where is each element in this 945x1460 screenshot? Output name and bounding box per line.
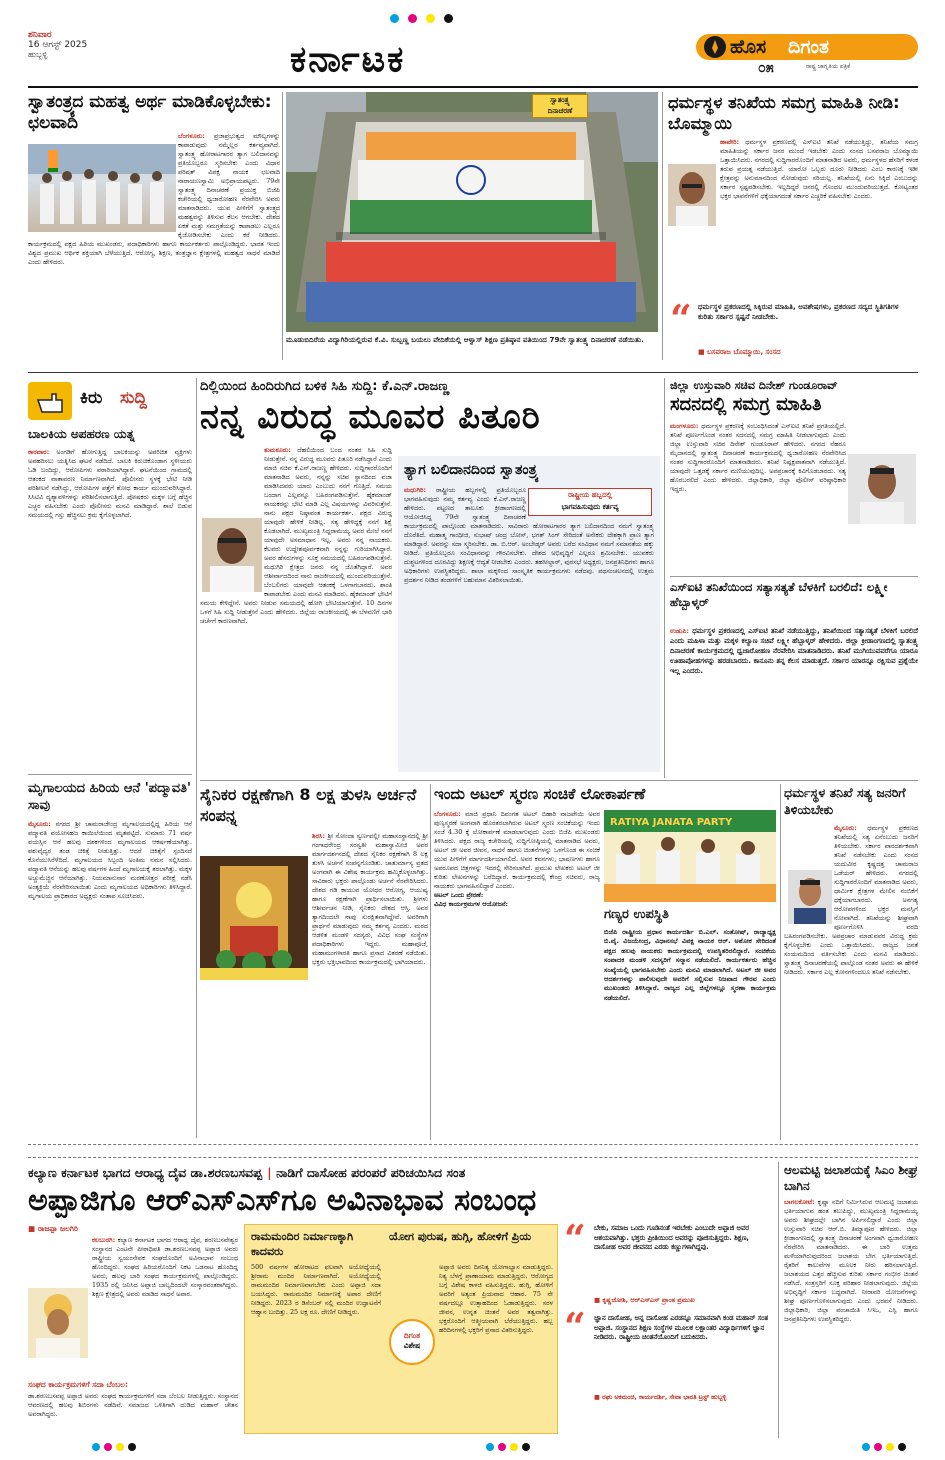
box-yoga-headline: ಯೋಗ ಪುರುಷ, ಹುಗ್ಗಿ, ಹೋಳಿಗೆ ಪ್ರಿಯ bbox=[389, 1230, 532, 1243]
page-number: ೦೫ bbox=[758, 60, 774, 76]
feature-author: ■ ರಾಜಪ್ಪಾ ಜಲಗಿರಿ bbox=[28, 1224, 78, 1233]
story-almatti-body bbox=[784, 1198, 918, 1438]
tyaga-highlight-line1: ರಾಷ್ಟ್ರೀಯ ಹಬ್ಬದಲ್ಲಿ bbox=[568, 491, 612, 499]
lead-kicker: ದಿಲ್ಲಿಯಿಂದ ಹಿಂದಿರುಗಿದ ಬಳಿಕ ಸಿಹಿ ಸುದ್ದಿ: ಕೆ.ಎನ್.ರಾಜಣ್ಣ bbox=[200, 379, 450, 394]
story-sainikara-text: ಶ್ರೀ ಸೋಂದಾ ಸ್ವರ್ಣವಲ್ಲೀ ಮಹಾಸಂಸ್ಥಾನದಲ್ಲಿ ಶ್ರೀ ಗಂಗಾಧರೇಂದ್ರ ಸರಸ್ವತೀ ಮಹಾಸ್ವಾಮೀಜಿ ಅವರ ಮಾರ್ಗದರ್ಶನದಲ್ಲಿ ದೇಶದ ಸೈನಿಕರ ರಕ್ಷಣೆಗಾಗಿ 8 ಲಕ್ಷ ತುಳಸಿ ಅರ್ಚನೆ ಸಂಪನ್ನಗೊಂಡಿತು. ಚಾತುರ್ಮಾಸ್ಯ ವ್ರತದ ಅಂಗವಾಗಿ ಈ ವಿಶೇಷ ಕಾರ್ಯಕ್ರಮ ಹಮ್ಮಿಕೊಳ್ಳಲಾಗಿತ್ತು. ಸಾವಿರಾರು ಭಕ್ತರು ಪಾಲ್ಗೊಂಡು ಅರ್ಚನೆ ನೆರವೇರಿಸಿದರು. ದೇಶದ ಗಡಿ ಕಾಯುವ ಯೋಧರ ಆರೋಗ್ಯ, ಆಯುಷ್ಯ ಹಾಗೂ ರಕ್ಷಣೆಗಾಗಿ ಪ್ರಾರ್ಥಿಸಲಾಯಿತು. ಶ್ರೀಗಳು ಆಶೀರ್ವಚನ ನೀಡಿ, ಸೈನಿಕರು ದೇಶದ ಆಸ್ತಿ. ಅವರ ತ್ಯಾಗದಿಂದಲೇ ನಾವು ಸುರಕ್ಷಿತವಾಗಿದ್ದೇವೆ. ಅವರಿಗಾಗಿ ಪ್ರಾರ್ಥನೆ ಮಾಡುವುದು ನಮ್ಮ ಕರ್ತವ್ಯ ಎಂದರು. ಮಠದ ಆಡಳಿತ ಮಂಡಳಿ ಸದಸ್ಯರು, ವಿವಿಧ ಸಂಘ ಸಂಸ್ಥೆಗಳ ಪದಾಧಿಕಾರಿಗಳು ಇದ್ದರು. ಮಹಾಪೂಜೆ, ಮಹಾಮಂಗಳಾರತಿ ಹಾಗೂ ಪ್ರಸಾದ ವಿತರಣೆ ನಡೆಯಿತು. ಭಕ್ತರು ಭಕ್ತಿಭಾವದಿಂದ ಕಾರ್ಯಕ್ರಮದಲ್ಲಿ ಭಾಗಿಯಾದರು. bbox=[312, 832, 428, 966]
story-yaduveer bbox=[784, 784, 918, 1140]
lead-text: ದೆಹಲಿಯಿಂದ ಬಂದ ನಂತರ ಸಿಹಿ ಸುದ್ದಿ ನೀಡುತ್ತೇನೆ. ನನ್ನ ವಿರುದ್ಧ ಮೂವರು ಪಿತೂರಿ ನಡೆಸಿದ್ದಾರೆ ಎಂದು ಮಾಜಿ ಸಚಿವ ಕೆ.ಎನ್.ರಾಜಣ್ಣ ಹೇಳಿದರು. ಸುದ್ದಿಗಾರರೊಂದಿಗೆ ಮಾತನಾಡಿದ ಅವರು, ನನ್ನನ್ನು ಸಚಿವ ಸ್ಥಾನದಿಂದ ವಜಾ ಮಾಡಿಸಿದವರು ಯಾರು ಎಂಬುದು ನನಗೆ ಗೊತ್ತಿದೆ. ಸಮಯ ಬಂದಾಗ ಎಲ್ಲವನ್ನೂ ಬಹಿರಂಗಪಡಿಸುತ್ತೇನೆ. ಹೈಕಮಾಂಡ್ ನಾಯಕರನ್ನು ಭೇಟಿ ಮಾಡಿ ಎಲ್ಲ ವಿಷಯಗಳನ್ನು ವಿವರಿಸುತ್ತೇನೆ. ನಾನು ಪಕ್ಷದ ನಿಷ್ಠಾವಂತ ಕಾರ್ಯಕರ್ತ. ಪಕ್ಷದ ವಿರುದ್ಧ ಯಾವುದೇ ಹೇಳಿಕೆ ನೀಡಿಲ್ಲ. ಸತ್ಯ ಹೇಳಿದ್ದಕ್ಕೆ ನನಗೆ ಶಿಕ್ಷೆ ಕೊಡಲಾಗಿದೆ. ಮುಖ್ಯಮಂತ್ರಿ ಸಿದ್ದರಾಮಯ್ಯ ಅವರ ಮೇಲೆ ನನಗೆ ಯಾವುದೇ ಅಸಮಾಧಾನ ಇಲ್ಲ. ಅವರು ನನ್ನ ನಾಯಕರು. ಕೆಲವರು ಉದ್ದೇಶಪೂರ್ವಕವಾಗಿ ನನ್ನನ್ನು ಗುರಿಯಾಗಿಸಿದ್ದಾರೆ. ಅವರ ಹೆಸರುಗಳನ್ನು ಸೂಕ್ತ ಸಮಯದಲ್ಲಿ ಬಹಿರಂಗಪಡಿಸುತ್ತೇನೆ. ಮಧುಗಿರಿ ಕ್ಷೇತ್ರದ ಜನರು ನನ್ನ ಜೊತೆಗಿದ್ದಾರೆ. ಅವರ ಆಶೀರ್ವಾದದಿಂದ ನಾನು ರಾಜಕೀಯದಲ್ಲಿ ಮುಂದುವರಿಯುತ್ತೇನೆ. ಬೆಂಬಲಿಗರು ಯಾವುದೇ ಆತಂಕಕ್ಕೆ ಒಳಗಾಗಬಾರದು. ಶಾಂತಿ ಕಾಪಾಡಬೇಕು ಎಂದು ಮನವಿ ಮಾಡಿದರು. ಹೈಕಮಾಂಡ್ ಭೇಟಿಗೆ ಸಮಯ ಕೇಳಿದ್ದೇನೆ. ಅವರು ನೀಡುವ ಸಮಯದಲ್ಲಿ ಹೋಗಿ ಭೇಟಿಯಾಗುತ್ತೇನೆ. 10 ದಿನಗಳ ಒಳಗೆ ಸಿಹಿ ಸುದ್ದಿ ನೀಡುತ್ತೇನೆ ಎಂದು ಹೇಳಿದರು. ಜಿಲ್ಲೆಯ ರಾಜಕೀಯದಲ್ಲಿ ಈ ಬೆಳವಣಿಗೆ ಭಾರಿ ಚರ್ಚೆಗೆ ಕಾರಣವಾಗಿದೆ. bbox=[200, 446, 392, 625]
tyaga-box bbox=[398, 456, 660, 772]
tyaga-body bbox=[404, 486, 654, 768]
story-gundurao-headline: ಸದನದಲ್ಲಿ ಸಮಗ್ರ ಮಾಹಿತಿ bbox=[670, 394, 822, 415]
story-bommai bbox=[668, 92, 918, 366]
masthead-city: ಹುಬ್ಬಳ್ಳಿ bbox=[28, 50, 48, 59]
story-sainikara bbox=[200, 784, 428, 1140]
brand-name-b: ದಿಗಂತ bbox=[788, 36, 830, 58]
story-almatti-text: ಕೃಷ್ಣಾ ನದಿಗೆ ನಿರ್ಮಿಸಿರುವ ಆಲಮಟ್ಟಿ ಜಲಾಶಯ ಭರ್ತಿಯಾಗುವ ಹಂತ ತಲುಪಿದ್ದು, ಮುಖ್ಯಮಂತ್ರಿ ಸಿದ್ದರಾಮಯ್ಯ ಅವರು ಶೀಘ್ರದಲ್ಲೇ ಬಾಗಿನ ಅರ್ಪಿಸಲಿದ್ದಾರೆ ಎಂದು ಜಿಲ್ಲಾ ಉಸ್ತುವಾರಿ ಸಚಿವ ಆರ್.ಬಿ. ತಿಮ್ಮಾಪೂರ ಹೇಳಿದರು. ಜಿಲ್ಲಾ ಕ್ರೀಡಾಂಗಣದಲ್ಲಿ ಸ್ವಾತಂತ್ರ್ಯ ದಿನಾಚರಣೆ ಅಂಗವಾಗಿ ಧ್ವಜಾರೋಹಣ ನೆರವೇರಿಸಿ ಮಾತನಾಡಿದರು. ಈ ಬಾರಿ ಉತ್ತಮ ಮಳೆಯಾಗಿರುವುದರಿಂದ ಜಲಾಶಯ ಬೇಗ ಭರ್ತಿಯಾಗುತ್ತಿದೆ. ರೈತರಿಗೆ ಕಾಲುವೆಗಳ ಮೂಲಕ ನೀರು ಹರಿಸಲಾಗುತ್ತಿದೆ. ಜಲಾಶಯದ ಎತ್ತರ ಹೆಚ್ಚಿಸುವ ಕುರಿತು ಸರ್ಕಾರ ಗಂಭೀರ ಚಿಂತನೆ ನಡೆಸಿದೆ. ಸಂತ್ರಸ್ತರಿಗೆ ಸೂಕ್ತ ಪರಿಹಾರ ನೀಡಲಾಗುವುದು. ಜಿಲ್ಲೆಯ ಅಭಿವೃದ್ಧಿಗೆ ಸರ್ಕಾರ ಬದ್ಧವಾಗಿದೆ. ನೀರಾವರಿ ಯೋಜನೆಗಳನ್ನು ಶೀಘ್ರ ಪೂರ್ಣಗೊಳಿಸಲಾಗುವುದು ಎಂದು ಭರವಸೆ ನೀಡಿದರು. ಜಿಲ್ಲಾಧಿಕಾರಿ, ಜಿಲ್ಲಾ ಪಂಚಾಯಿತಿ ಸಿಇಒ, ಎಸ್ಪಿ ಹಾಗೂ ಜನಪ್ರತಿನಿಧಿಗಳು ಉಪಸ್ಥಿತರಿದ್ದರು. bbox=[784, 1198, 918, 1323]
kiru-item1-headline: ಬಾಲಕಿಯ ಅಪಹರಣ ಯತ್ನ bbox=[28, 427, 135, 441]
story-atal-text: ಮಾಜಿ ಪ್ರಧಾನಿ ದಿವಂಗತ ಅಟಲ್ ಬಿಹಾರಿ ವಾಜಪೇಯಿ ಅವರ ಪುಣ್ಯಸ್ಮರಣೆ ಅಂಗವಾಗಿ ಹೊರತರಲಾಗಿರುವ ಅಟಲ್ ಸ್ಮರಣ ಸಂಚಿಕೆಯನ್ನು ಇಂದು ಸಂಜೆ 4.30 ಕ್ಕೆ ಲೋಕಾರ್ಪಣೆ ಮಾಡಲಾಗುವುದು ಎಂದು ಬಿಜೆಪಿ ಮುಖಂಡರು ತಿಳಿಸಿದರು. ಪಕ್ಷದ ರಾಜ್ಯ ಕಚೇರಿಯಲ್ಲಿ ಸುದ್ದಿಗೋಷ್ಠಿಯಲ್ಲಿ ಮಾತನಾಡಿದ ಅವರು, ಅಟಲ್ ಜೀ ಅವರ ಜೀವನ, ಸಾಧನೆ ಹಾಗೂ ಚಿಂತನೆಗಳನ್ನು ಒಳಗೊಂಡ ಈ ಸಂಚಿಕೆ ಯುವ ಪೀಳಿಗೆಗೆ ಮಾರ್ಗದರ್ಶಿಯಾಗಲಿದೆ. ಅವರ ಕವನಗಳು, ಭಾಷಣಗಳು ಹಾಗೂ ಅಪರೂಪದ ಚಿತ್ರಗಳನ್ನು ಇದರಲ್ಲಿ ಸೇರಿಸಲಾಗಿದೆ. ಪ್ರಮುಖ ಲೇಖಕರು ಅಟಲ್ ಜೀ ಕುರಿತು ಲೇಖನಗಳನ್ನು ಬರೆದಿದ್ದಾರೆ. ಕಾರ್ಯಕ್ರಮದಲ್ಲಿ ಕೇಂದ್ರ ಸಚಿವರು, ರಾಜ್ಯ ನಾಯಕರು ಭಾಗವಹಿಸಲಿದ್ದಾರೆ ಎಂದರು. bbox=[434, 810, 600, 890]
feature-kicker-right: ನಾಡಿಗೆ ದಾಸೋಹ ಪರಂಪರೆ ಪರಿಚಯಿಸಿದ ಸಂತ bbox=[276, 1165, 466, 1180]
story-hebbalkar-text: ಧರ್ಮಸ್ಥಳ ಪ್ರಕರಣದಲ್ಲಿ ಎಸ್‌ಐಟಿ ತನಿಖೆ ನಡೆಯುತ್ತಿದ್ದು, ತನಿಖೆಯಿಂದ ಸತ್ಯಾಸತ್ಯತೆ ಬೆಳಕಿಗೆ ಬರಲಿದೆ ಎಂದು ಮಹಿಳಾ ಮತ್ತು ಮಕ್ಕಳ ಕಲ್ಯಾಣ ಸಚಿವೆ ಲಕ್ಷ್ಮೀ ಹೆಬ್ಬಾಳ್ಕರ್ ಹೇಳಿದರು. ಜಿಲ್ಲಾ ಕ್ರೀಡಾಂಗಣದಲ್ಲಿ ಸ್ವಾತಂತ್ರ್ಯ ದಿನಾಚರಣೆ ಕಾರ್ಯಕ್ರಮದಲ್ಲಿ ಧ್ವಜಾರೋಹಣ ನೆರವೇರಿಸಿ ಮಾತನಾಡಿದರು. ತನಿಖೆ ಮುಗಿಯುವವರೆಗೂ ಯಾರೂ ಊಹಾಪೋಹಗಳನ್ನು ಹರಡಬಾರದು. ಕಾನೂನು ತನ್ನ ಕೆಲಸ ಮಾಡುತ್ತದೆ. ಸರ್ಕಾರ ಯಾರನ್ನೂ ರಕ್ಷಿಸುವ ಪ್ರಶ್ನೆಯೇ ಇಲ್ಲ ಎಂದರು. bbox=[670, 627, 918, 675]
lead-body bbox=[200, 446, 392, 772]
story-chalavadi-dateline: ಬೆಂಗಳೂರು: bbox=[178, 132, 205, 140]
photo-tag-line2: ದಿನಾಚರಣೆ bbox=[547, 107, 573, 115]
tyaga-dateline: ಮಧುಗಿರಿ: bbox=[404, 486, 427, 494]
feature-appaji bbox=[28, 1162, 774, 1446]
tyaga-text: ರಾಷ್ಟ್ರೀಯ ಹಬ್ಬಗಳಲ್ಲಿ ಪ್ರತಿಯೊಬ್ಬರೂ ಭಾಗವಹಿಸುವುದು ನಮ್ಮ ಕರ್ತವ್ಯ ಎಂದು ಕೆ.ಎನ್.ರಾಜಣ್ಣ ಹೇಳಿದರು. ಪಟ್ಟಣದ ತಾಲೂಕು ಕ್ರೀಡಾಂಗಣದಲ್ಲಿ ಆಯೋಜಿಸಿದ್ದ 79ನೇ ಸ್ವಾತಂತ್ರ್ಯ ದಿನಾಚರಣೆ ಕಾರ್ಯಕ್ರಮದಲ್ಲಿ ಪಾಲ್ಗೊಂಡು ಮಾತನಾಡಿದರು. ಸಾವಿರಾರು ಹೋರಾಟಗಾರರ ತ್ಯಾಗ ಬಲಿದಾನದಿಂದ ನಮಗೆ ಸ್ವಾತಂತ್ರ್ಯ ದೊರೆತಿದೆ. ಮಹಾತ್ಮ ಗಾಂಧೀಜಿ, ಸುಭಾಷ್ ಚಂದ್ರ ಬೋಸ್, ಭಗತ್ ಸಿಂಗ್ ಸೇರಿದಂತೆ ಅನೇಕರು ದೇಶಕ್ಕಾಗಿ ಪ್ರಾಣ ತ್ಯಾಗ ಮಾಡಿದ್ದಾರೆ. ಅವರನ್ನು ಸದಾ ಸ್ಮರಿಸಬೇಕು. ಡಾ. ಬಿ.ಆರ್. ಅಂಬೇಡ್ಕರ್ ಅವರು ಬರೆದ ಸಂವಿಧಾನ ನಮಗೆ ಸಮಾನತೆಯ ಹಕ್ಕು ನೀಡಿದೆ. ಪ್ರತಿಯೊಬ್ಬರೂ ಸಂವಿಧಾನವನ್ನು ಗೌರವಿಸಬೇಕು. ದೇಶದ ಅಭಿವೃದ್ಧಿಗೆ ಎಲ್ಲರೂ ಶ್ರಮಿಸಬೇಕು. ಯುವಕರು ದುಶ್ಚಟಗಳಿಂದ ದೂರವಿದ್ದು ಶಿಕ್ಷಣಕ್ಕೆ ಆದ್ಯತೆ ನೀಡಬೇಕು ಎಂದರು. ತಹಸೀಲ್ದಾರ್, ಪುರಸಭೆ ಅಧ್ಯಕ್ಷರು, ಜನಪ್ರತಿನಿಧಿಗಳು ಹಾಗೂ ಅಧಿಕಾರಿಗಳು ಉಪಸ್ಥಿತರಿದ್ದರು. ಶಾಲಾ ಮಕ್ಕಳಿಂದ ಸಾಂಸ್ಕೃತಿಕ ಕಾರ್ಯಕ್ರಮಗಳು ನಡೆದವು. ಪಥಸಂಚಲನದಲ್ಲಿ ಉತ್ತಮ ಪ್ರದರ್ಶನ ನೀಡಿದ ತಂಡಗಳಿಗೆ ಬಹುಮಾನ ವಿತರಿಸಲಾಯಿತು. bbox=[404, 486, 654, 584]
story-almatti-dateline: ಬಾಗಲಕೋಟೆ: bbox=[784, 1198, 815, 1206]
story-yaduveer-body bbox=[784, 824, 918, 1140]
story-hebbalkar-dateline: ಉಡುಪಿ: bbox=[670, 627, 689, 635]
brand-tagline: ರಾಷ್ಟ್ರ ಜಾಗೃತಿಯ ಪತ್ರಿಕೆ bbox=[806, 63, 851, 70]
date-block bbox=[28, 30, 118, 60]
brand-name-a: ಹೊಸ bbox=[730, 36, 767, 58]
story-bommai-headline: ಧರ್ಮಸ್ಥಳ ತನಿಖೆಯ ಸಮಗ್ರ ಮಾಹಿತಿ ನೀಡಿ: ಬೊಮ್ಮಾಯಿ bbox=[668, 93, 900, 133]
box-rama-text: 500 ವರ್ಷಗಳ ಹೋರಾಟದ ಫಲವಾಗಿ ಅಯೋಧ್ಯೆಯಲ್ಲಿ ಶ್ರೀರಾಮ ಮಂದಿರ ನಿರ್ಮಾಣವಾಗಿದೆ. ಅಯೋಧ್ಯೆಯಲ್ಲಿ ರಾಮಮಂದಿರ ನಿರ್ಮಾಣವಾಗಬೇಕು ಎಂದು ಅಪ್ಪಾಜಿ ಸದಾ ಬಯಸಿದ್ದರು. ರಾಮಮಂದಿರ ನಿರ್ಮಾಣಕ್ಕೆ ಅಪಾರ ದೇಣಿಗೆ ನೀಡಿದ್ದರು. 2023 ರ ಡಿಸೆಂಬರ್ ನಲ್ಲಿ ಮಂದಿರ ಉದ್ಘಾಟನೆಗೆ ಆಹ್ವಾನ ಬಂದಿತ್ತು. 25 ಲಕ್ಷ ರೂ. ದೇಣಿಗೆ ನೀಡಿದ್ದರು. bbox=[251, 1263, 381, 1316]
feature-text: ಕಲ್ಯಾಣ ಕರ್ನಾಟಕ ಭಾಗದ ಆರಾಧ್ಯ ದೈವ, ಶರಣಬಸವೇಶ್ವರ ಸಂಸ್ಥಾನದ ಎಂಟನೇ ಪೀಠಾಧಿಪತಿ ಡಾ.ಶರಣಬಸವಪ್ಪ ಅಪ್ಪಾಜಿ ಅವರು ರಾಷ್ಟ್ರೀಯ ಸ್ವಯಂಸೇವಕ ಸಂಘದೊಂದಿಗೆ ಅವಿನಾಭಾವ ಸಂಬಂಧ ಹೊಂದಿದ್ದರು. ಸಂಘದ ಹಿರಿಯರೊಂದಿಗೆ ನಿಕಟ ಒಡನಾಟ ಹೊಂದಿದ್ದ ಅವರು, ಹಲವು ಬಾರಿ ಸಂಘದ ಕಾರ್ಯಕ್ರಮಗಳಲ್ಲಿ ಪಾಲ್ಗೊಂಡಿದ್ದರು. 1935 ರಲ್ಲಿ ಜನಿಸಿದ ಅಪ್ಪಾಜಿ ಬಾಲ್ಯದಿಂದಲೇ ಸಂಸ್ಕಾರವಂತರಾಗಿದ್ದರು. ಶಿಕ್ಷಣ ಕ್ಷೇತ್ರದಲ್ಲಿ ಅವರು ಮಾಡಿದ ಸಾಧನೆ ಅಪಾರ. bbox=[92, 1236, 238, 1298]
feature-kicker-row: ಕಲ್ಯಾಣ ಕರ್ನಾಟಕ ಭಾಗದ ಆರಾಧ್ಯ ದೈವ ಡಾ.ಶರಣಬಸವಪ್ಪ | ನಾಡಿಗೆ ದಾಸೋಹ ಪರಂಪರೆ ಪರಿಚಯಿಸಿದ ಸಂತ bbox=[28, 1165, 466, 1180]
story-atal-dateline: ಬೆಂಗಳೂರು: bbox=[434, 810, 461, 818]
quote2-icon: “ bbox=[564, 1304, 586, 1349]
story-atal-sub1: ಅಟಲ್ ಒಂದು ಪ್ರೇರಣೆ: bbox=[434, 891, 484, 899]
kiru-item1-body bbox=[28, 448, 192, 768]
story-atal-sub2: ವಿವಿಧ ಕಾರ್ಯಕ್ರಮಗಳ ಆಯೋಜನೆ: bbox=[434, 900, 508, 908]
color-dots-bottom bbox=[56, 1443, 945, 1453]
pointing-hand-icon bbox=[34, 386, 66, 420]
story-gundurao-text: ಧರ್ಮಸ್ಥಳ ಪ್ರಕರಣಕ್ಕೆ ಸಂಬಂಧಿಸಿದಂತೆ ಎಸ್‌ಐಟಿ ತನಿಖೆ ಪ್ರಗತಿಯಲ್ಲಿದೆ. ತನಿಖೆ ಪೂರ್ಣಗೊಂಡ ನಂತರ ಸದನದಲ್ಲಿ ಸಮಗ್ರ ಮಾಹಿತಿ ನೀಡಲಾಗುವುದು ಎಂದು ಜಿಲ್ಲಾ ಉಸ್ತುವಾರಿ ಸಚಿವ ದಿನೇಶ್ ಗುಂಡೂರಾವ್ ಹೇಳಿದರು. ನಗರದ ನೆಹರೂ ಮೈದಾನದಲ್ಲಿ ಸ್ವಾತಂತ್ರ್ಯ ದಿನಾಚರಣೆ ಕಾರ್ಯಕ್ರಮದಲ್ಲಿ ಧ್ವಜಾರೋಹಣ ನೆರವೇರಿಸಿದ ನಂತರ ಸುದ್ದಿಗಾರರೊಂದಿಗೆ ಮಾತನಾಡಿದರು. ತನಿಖೆ ನಿಷ್ಪಕ್ಷಪಾತವಾಗಿ ನಡೆಯುತ್ತಿದೆ. ಯಾವುದೇ ಒತ್ತಡಕ್ಕೆ ಸರ್ಕಾರ ಮಣಿಯುವುದಿಲ್ಲ. ಅಪಪ್ರಚಾರಕ್ಕೆ ಕಿವಿಗೊಡಬಾರದು. ಸತ್ಯ ಹೊರಬರಲಿದೆ ಎಂದು ಹೇಳಿದರು. ಜಿಲ್ಲಾಧಿಕಾರಿ, ಜಿಲ್ಲಾ ಪೊಲೀಸ್ ವರಿಷ್ಠಾಧಿಕಾರಿ ಇದ್ದರು. bbox=[670, 422, 846, 493]
story-atal-headline: ಇಂದು ಅಟಲ್ ಸ್ಮರಣ ಸಂಚಿಕೆ ಲೋಕಾರ್ಪಣೆ bbox=[434, 785, 646, 803]
story-hebbalkar-body bbox=[670, 626, 918, 774]
centre-photo-caption: ಮೂಡುಬಿದಿರೆಯ ವಿದ್ಯಾಗಿರಿಯಲ್ಲಿರುವ ಕೆ.ವಿ. ಸುಬ್ಬಣ್ಣ ಬಯಲು ವೇದಿಕೆಯಲ್ಲಿ ಆಳ್ವಾಸ್ ಶಿಕ್ಷಣ ಪ್ರತಿಷ್ಠಾನ ವತಿಯಿಂದ 79ನೇ ಸ್ವಾತಂತ್ರ್ಯ ದಿನಾಚರಣೆ ನಡೆಯಿತು. bbox=[286, 335, 644, 344]
story-sainikara-dateline: ಶಿರಸಿ: bbox=[312, 832, 326, 840]
lead-dateline: ತುಮಕೂರು: bbox=[264, 446, 291, 454]
story-atal bbox=[434, 784, 776, 1140]
story-bommai-dateline: ಹಾವೇರಿ: bbox=[720, 138, 740, 146]
kiru-item2-text: ನಗರದ ಶ್ರೀ ಚಾಮರಾಜೇಂದ್ರ ಮೃಗಾಲಯದಲ್ಲಿದ್ದ ಹಿರಿಯ ಆನೆ ಪದ್ಮಾವತಿ ವಯೋಸಹಜ ಕಾಯಿಲೆಯಿಂದ ಮೃತಪಟ್ಟಿದೆ. ಸುಮಾರು 71 ವರ್ಷ ವಯಸ್ಸಿನ ಆನೆ ಹಲವು ದಶಕಗಳಿಂದ ಮೃಗಾಲಯದ ಆಕರ್ಷಣೆಯಾಗಿತ್ತು. ಪಶುವೈದ್ಯರ ತಂಡ ಚಿಕಿತ್ಸೆ ನೀಡುತ್ತಿತ್ತು. ಆದರೆ ಚಿಕಿತ್ಸೆಗೆ ಸ್ಪಂದಿಸದೆ ಕೊನೆಯುಸಿರೆಳೆದಿದೆ. ಮೃಗಾಲಯದ ಸಿಬ್ಬಂದಿ ಅಂತಿಮ ನಮನ ಸಲ್ಲಿಸಿದರು. ಪದ್ಮಾವತಿ ಆನೆಯನ್ನು ಹಲವು ವರ್ಷಗಳ ಹಿಂದೆ ಮೃಗಾಲಯಕ್ಕೆ ತರಲಾಗಿತ್ತು. ಮಕ್ಕಳ ಅಚ್ಚುಮೆಚ್ಚಿನ ಆನೆಯಾಗಿತ್ತು. ನಿಯಮಾನುಸಾರ ಮರಣೋತ್ತರ ಪರೀಕ್ಷೆ ನಡೆಸಿ ಅಂತ್ಯಕ್ರಿಯೆ ನೆರವೇರಿಸಲಾಯಿತು ಎಂದು ಮೃಗಾಲಯದ ಅಧಿಕಾರಿಗಳು ತಿಳಿಸಿದ್ದಾರೆ. ಮೃಗಾಲಯ ಪ್ರಾಧಿಕಾರದ ಅಧ್ಯಕ್ಷರು ಸಂತಾಪ ಸೂಚಿಸಿದರು. bbox=[28, 820, 192, 900]
masthead-date: 16 ಆಗಸ್ಟ್ 2025 bbox=[28, 40, 88, 50]
bjp-press-meet-photo bbox=[604, 810, 776, 902]
feature-dateline: ಕಲಬುರಗಿ: bbox=[92, 1236, 116, 1244]
centre-photo-block bbox=[286, 92, 658, 360]
story-gundurao bbox=[670, 378, 918, 570]
photo-tag bbox=[532, 94, 588, 118]
feature-body bbox=[28, 1236, 238, 1378]
story-gundurao-kicker: ಜಿಲ್ಲಾ ಉಸ್ತುವಾರಿ ಸಚಿವ ದಿನೇಶ್ ಗುಂಡೂರಾವ್ bbox=[670, 379, 838, 392]
quote1-icon: “ bbox=[564, 1216, 586, 1261]
feature-subtext: ಡಾ.ಶರಣಬಸವಪ್ಪ ಅಪ್ಪಾಜಿ ಅವರು ಸಂಘದ ಕಾರ್ಯಕ್ರಮಗಳಿಗೆ ಸದಾ ಬೆಂಬಲ ನೀಡುತ್ತಿದ್ದರು. ಸಂಸ್ಥಾನದ ಆವರಣದಲ್ಲಿ ಹಲವು ಶಿಬಿರಗಳು ನಡೆದಿವೆ. ಸಮಾಜದ ಒಳಿತಿಗಾಗಿ ದುಡಿದ ಮಹಾನ್ ಚೇತನ ಅವರಾಗಿದ್ದರು. bbox=[28, 1392, 238, 1418]
photo-tag-line1: ಸ್ವಾತಂತ್ರ್ಯ bbox=[550, 96, 570, 104]
masthead-day: ಶನಿವಾರ bbox=[28, 30, 52, 40]
quote-icon: “ bbox=[670, 296, 692, 341]
color-dots-top bbox=[390, 8, 510, 18]
feature-headline: ಅಪ್ಪಾಜಿಗೂ ಆರ್‌ಎಸ್‌ಎಸ್‌ಗೂ ಅವಿನಾಭಾವ ಸಂಬಂಧ bbox=[28, 1183, 537, 1218]
feature-subheading: ಸಂಘದ ಕಾರ್ಯಕ್ರಮಗಳಿಗೆ ಸದಾ ಬೆಂಬಲ: bbox=[28, 1380, 129, 1389]
section-title: ಕರ್ನಾಟಕ bbox=[290, 39, 406, 80]
gannara-headline: ಗಣ್ಯರ ಉಪಸ್ಥಿತಿ bbox=[604, 907, 669, 922]
story-sainikara-headline: ಸೈನಿಕರ ರಕ್ಷಣೆಗಾಗಿ 8 ಲಕ್ಷ ತುಳಸಿ ಅರ್ಚನೆ ಸಂಪನ್ನ bbox=[200, 785, 417, 825]
feature-kicker-left: ಕಲ್ಯಾಣ ಕರ್ನಾಟಕ ಭಾಗದ ಆರಾಧ್ಯ ದೈವ ಡಾ.ಶರಣಬಸವಪ್ಪ bbox=[28, 1165, 263, 1180]
digantha-vishesha-seal: ದಿಗಂತ ವಿಶೇಷ bbox=[389, 1319, 435, 1365]
box-rama-headline: ರಾಮಮಂದಿರ ನಿರ್ಮಾಣಕ್ಕಾಗಿ ಕಾದವರು bbox=[251, 1230, 354, 1258]
kiru-item2-dateline: ಮೈಸೂರು: bbox=[28, 820, 51, 828]
story-yaduveer-text: ಧರ್ಮಸ್ಥಳ ಪ್ರಕರಣದ ತನಿಖೆಯಲ್ಲಿ ಸತ್ಯ ಏನೆಂಬುದು ಜನರಿಗೆ ತಿಳಿಯಬೇಕು. ಸರ್ಕಾರ ಪಾರದರ್ಶಕವಾಗಿ ತನಿಖೆ ನಡೆಸಬೇಕು ಎಂದು ಸಂಸದ ಯದುವೀರ ಕೃಷ್ಣದತ್ತ ಚಾಮರಾಜ ಒಡೆಯರ್ ಹೇಳಿದರು. ನಗರದಲ್ಲಿ ಸುದ್ದಿಗಾರರೊಂದಿಗೆ ಮಾತನಾಡಿದ ಅವರು, ಧಾರ್ಮಿಕ ಕ್ಷೇತ್ರಗಳ ಮೇಲಿನ ನಂಬಿಕೆಗೆ ಧಕ್ಕೆಯಾಗಬಾರದು. ಅನಗತ್ಯ ಆರೋಪಗಳಿಂದ ಭಕ್ತರ ಮನಸ್ಸಿಗೆ ನೋವಾಗಿದೆ. ತನಿಖೆಯನ್ನು ಶೀಘ್ರವಾಗಿ ಪೂರ್ಣಗೊಳಿಸಿ ವರದಿ ಬಹಿರಂಗಪಡಿಸಬೇಕು. ಅಪಪ್ರಚಾರ ಮಾಡುವವರ ವಿರುದ್ಧ ಕ್ರಮ ಕೈಗೊಳ್ಳಬೇಕು ಎಂದು ಒತ್ತಾಯಿಸಿದರು. ರಾಜ್ಯದ ಜನತೆ ಸಂಯಮದಿಂದ ವರ್ತಿಸಬೇಕು ಎಂದು ಮನವಿ ಮಾಡಿದರು. ಸ್ವಾತಂತ್ರ್ಯ ದಿನಾಚರಣೆಯಲ್ಲಿ ಪಾಲ್ಗೊಂಡ ನಂತರ ಅವರು ಈ ಹೇಳಿಕೆ ನೀಡಿದರು. ಸರ್ಕಾರ ಎಲ್ಲ ಕೋನಗಳಿಂದಲೂ ತನಿಖೆ ನಡೆಸಬೇಕು. bbox=[784, 824, 918, 976]
story-hebbalkar-headline: ಎಸ್‌ಐಟಿ ತನಿಖೆಯಿಂದ ಸತ್ಯಾಸತ್ಯತೆ ಬೆಳಕಿಗೆ ಬರಲಿದೆ: ಲಕ್ಷ್ಮೀ ಹೆಬ್ಬಾಳ್ಕರ್ bbox=[670, 580, 888, 609]
story-chalavadi-headline: ಸ್ವಾತಂತ್ರ್ಯದ ಮಹತ್ವ ಅರ್ಥ ಮಾಡಿಕೊಳ್ಳಬೇಕು: ಛಲವಾದಿ bbox=[28, 92, 272, 133]
story-atal-body bbox=[434, 810, 600, 1140]
story-bommai-quote: ಧರ್ಮಸ್ಥಳ ಪ್ರಕರಣದಲ್ಲಿ ಸಿಕ್ಕಿರುವ ಮಾಹಿತಿ, ಅವಶೇಷಗಳು, ಪ್ರಕರಣದ ಸದ್ಯದ ಸ್ಥಿತಿಗತಿಗಳ ಕುರಿತು ಸರ್ಕಾರ ಸ್ಪಷ್ಟನೆ ನೀಡಬೇಕು. bbox=[698, 302, 899, 321]
story-gundurao-dateline: ಮಂಗಳೂರು: bbox=[670, 422, 699, 430]
kirusuddi-label-a: ಕಿರು bbox=[80, 388, 103, 408]
brand-emblem-icon bbox=[704, 36, 726, 58]
bjp-banner-text: RATIYA JANATA PARTY bbox=[610, 817, 733, 828]
feature-quote2: ಜ್ಞಾನ ದಾಸೋಹ, ಅನ್ನ ದಾಸೋಹ ಎರಡನ್ನೂ ಸಮಾನವಾಗಿ ಕಂಡ ಮಹಾನ್ ಸಂತ ಅಪ್ಪಾಜಿ. ಸಂಸ್ಥಾನದ ಶಿಕ್ಷಣ ಸಂಸ್ಥೆಗಳ ಮೂಲಕ ಲಕ್ಷಾಂತರ ವಿದ್ಯಾರ್ಥಿಗಳಿಗೆ ಜ್ಞಾನ ನೀಡಿದರು. ರಾಷ್ಟ್ರೀಯ ಚಿಂತನೆಯೊಂದಿಗೆ ಬದುಕಿದರು. bbox=[594, 1314, 768, 1342]
lead-story bbox=[200, 378, 662, 774]
story-bommai-text: ಧರ್ಮಸ್ಥಳ ಪ್ರಕರಣದಲ್ಲಿ ಎಸ್‌ಐಟಿ ತನಿಖೆ ನಡೆಯುತ್ತಿದ್ದು, ತನಿಖೆಯ ಸಮಗ್ರ ಮಾಹಿತಿಯನ್ನು ಸರ್ಕಾರ ಜನರ ಮುಂದೆ ಇಡಬೇಕು ಎಂದು ಸಂಸದ ಬಸವರಾಜ ಬೊಮ್ಮಾಯಿ ಒತ್ತಾಯಿಸಿದರು. ನಗರದಲ್ಲಿ ಸುದ್ದಿಗಾರರೊಂದಿಗೆ ಮಾತನಾಡಿದ ಅವರು, ಧರ್ಮಸ್ಥಳದ ಹೆಸರಿಗೆ ಕಳಂಕ ತರುವ ಪ್ರಯತ್ನ ನಡೆಯುತ್ತಿದೆ. ಯಾರೋ ಒಬ್ಬರು ದೂರು ನೀಡಿದರು ಎಂಬ ಕಾರಣಕ್ಕೆ ಇಡೀ ಕ್ಷೇತ್ರವನ್ನು ಅನುಮಾನದಿಂದ ನೋಡುವುದು ಸರಿಯಲ್ಲ. ತನಿಖೆಯಲ್ಲಿ ಏನು ಸಿಕ್ಕಿದೆ ಎಂಬುದನ್ನು ಸರ್ಕಾರ ಸ್ಪಷ್ಟಪಡಿಸಬೇಕು. ಇಲ್ಲದಿದ್ದರೆ ಜನರಲ್ಲಿ ಗೊಂದಲ ಮುಂದುವರಿಯುತ್ತದೆ. ಕೋಟ್ಯಂತರ ಭಕ್ತರ ಭಾವನೆಗಳಿಗೆ ಧಕ್ಕೆಯಾಗದಂತೆ ಸರ್ಕಾರ ಎಚ್ಚರಿಕೆ ವಹಿಸಬೇಕು ಎಂದರು. bbox=[720, 138, 918, 200]
brand-logo bbox=[696, 34, 918, 78]
independence-day-aerial-photo bbox=[286, 92, 658, 332]
section-divider bbox=[28, 1144, 918, 1158]
feature-quote1-by: ■ ಕೃಷ್ಣಜೋಶಿ, ಆರ್‌ಎಸ್‌ಎಸ್ ಪ್ರಾಂತ ಪ್ರಮುಖ bbox=[594, 1296, 695, 1304]
story-gundurao-body bbox=[670, 422, 918, 570]
kiru-item2-headline: ಮೃಗಾಲಯದ ಹಿರಿಯ ಆನೆ 'ಪದ್ಮಾವತಿ' ಸಾವು bbox=[28, 781, 191, 813]
tyaga-headline: ತ್ಯಾಗ ಬಲಿದಾನದಿಂದ ಸ್ವಾತಂತ್ರ್ಯ bbox=[404, 462, 540, 478]
bommai-portrait bbox=[668, 164, 716, 226]
kirusuddi-badge bbox=[28, 378, 188, 422]
story-bommai-quote-by: ■ ಬಸವರಾಜ ಬೊಮ್ಮಾಯಿ, ಸಂಸದ bbox=[698, 348, 781, 356]
story-almatti-headline: ಆಲಮಟ್ಟಿ ಜಲಾಶಯಕ್ಕೆ ಸಿಎಂ ಶೀಘ್ರ ಬಾಗಿನ bbox=[784, 1163, 918, 1193]
story-yaduveer-dateline: ಮೈಸೂರು: bbox=[834, 824, 857, 832]
story-chalavadi bbox=[28, 92, 280, 360]
kiru-item1-text: ಅಂಗಡಿಗೆ ಹೋಗುತ್ತಿದ್ದ ಬಾಲಕಿಯನ್ನು ಅಪರಿಚಿತ ವ್ಯಕ್ತಿಗಳು ಅಪಹರಿಸಲು ಯತ್ನಿಸಿದ ಘಟನೆ ನಡೆದಿದೆ. ಬಾಲಕಿ ಕಿರುಚಿಕೊಂಡಾಗ ಸ್ಥಳೀಯರು ಓಡಿ ಬಂದಿದ್ದು, ಆರೋಪಿಗಳು ಪರಾರಿಯಾಗಿದ್ದಾರೆ. ಘಟನೆಯಿಂದ ಗ್ರಾಮದಲ್ಲಿ ಆತಂಕದ ವಾತಾವರಣ ನಿರ್ಮಾಣವಾಗಿದೆ. ಪೊಲೀಸರು ಸ್ಥಳಕ್ಕೆ ಭೇಟಿ ನೀಡಿ ಪರಿಶೀಲನೆ ನಡೆಸಿದ್ದು, ಆರೋಪಿಗಳ ಪತ್ತೆಗೆ ಶೋಧ ಕಾರ್ಯ ಮುಂದುವರಿಸಿದ್ದಾರೆ. ಸಿಸಿಟಿವಿ ದೃಶ್ಯಾವಳಿಗಳನ್ನು ಪರಿಶೀಲಿಸಲಾಗುತ್ತಿದೆ. ಪೋಷಕರು ಮಕ್ಕಳ ಬಗ್ಗೆ ಹೆಚ್ಚಿನ ಎಚ್ಚರ ವಹಿಸಬೇಕು ಎಂದು ಪೊಲೀಸರು ಮನವಿ ಮಾಡಿದ್ದಾರೆ. ಶಾಲೆ ಬಿಡುವ ಸಮಯದಲ್ಲಿ ಗಸ್ತು ಹೆಚ್ಚಿಸಲು ಕ್ರಮ ಕೈಗೊಳ್ಳಲಾಗಿದೆ. bbox=[28, 448, 192, 519]
story-sainikara-body bbox=[200, 832, 428, 1138]
tyaga-highlight-line2: ಭಾಗವಹಿಸುವುದು ಕರ್ತವ್ಯ bbox=[561, 503, 619, 511]
story-chalavadi-text: ಪ್ರಜಾಪ್ರಭುತ್ವದ ಮೌಲ್ಯಗಳನ್ನು ಕಾಪಾಡುವುದು ನಮ್ಮೆಲ್ಲರ ಕರ್ತವ್ಯವಾಗಿದೆ. ಸ್ವಾತಂತ್ರ್ಯ ಹೋರಾಟಗಾರರ ತ್ಯಾಗ ಬಲಿದಾನವನ್ನು ಪ್ರತಿಯೊಬ್ಬರೂ ಸ್ಮರಿಸಬೇಕು ಎಂದು ವಿಧಾನ ಪರಿಷತ್ ವಿಪಕ್ಷ ನಾಯಕ ಛಲವಾದಿ ನಾರಾಯಣಸ್ವಾಮಿ ಅಭಿಪ್ರಾಯಪಟ್ಟರು. 79ನೇ ಸ್ವಾತಂತ್ರ್ಯ ದಿನಾಚರಣೆ ಪ್ರಯುಕ್ತ ಬಿಜೆಪಿ ಕಚೇರಿಯಲ್ಲಿ ಧ್ವಜಾರೋಹಣ ನೆರವೇರಿಸಿ ಅವರು ಮಾತನಾಡಿದರು. ಯುವ ಪೀಳಿಗೆಗೆ ಸ್ವಾತಂತ್ರ್ಯದ ಮಹತ್ವವನ್ನು ತಿಳಿಸುವ ಕೆಲಸ ಆಗಬೇಕು. ದೇಶದ ಏಕತೆ ಮತ್ತು ಸಮಗ್ರತೆಯನ್ನು ಕಾಪಾಡಲು ಎಲ್ಲರೂ ಕೈಜೋಡಿಸಬೇಕು ಎಂದು ಕರೆ ನೀಡಿದರು. ಕಾರ್ಯಕ್ರಮದಲ್ಲಿ ಪಕ್ಷದ ಹಿರಿಯ ಮುಖಂಡರು, ಪದಾಧಿಕಾರಿಗಳು ಹಾಗೂ ಕಾರ್ಯಕರ್ತರು ಪಾಲ್ಗೊಂಡಿದ್ದರು. ಭಾರತ ಇಂದು ವಿಶ್ವದ ಪ್ರಮುಖ ಆರ್ಥಿಕ ಶಕ್ತಿಯಾಗಿ ಬೆಳೆಯುತ್ತಿದೆ. ಆರೋಗ್ಯ, ಶಿಕ್ಷಣ, ತಂತ್ರಜ್ಞಾನ ಕ್ಷೇತ್ರಗಳಲ್ಲಿ ಮಹತ್ವದ ಸಾಧನೆ ಮಾಡಿದೆ ಎಂದು ಹೇಳಿದರು. bbox=[28, 132, 280, 266]
story-hebbalkar bbox=[670, 580, 918, 776]
story-almatti bbox=[784, 1162, 918, 1440]
lead-headline: ನನ್ನ ವಿರುದ್ಧ ಮೂವರ ಪಿತೂರಿ bbox=[200, 397, 541, 437]
masthead bbox=[0, 0, 945, 90]
story-chalavadi-body bbox=[28, 132, 280, 360]
kiru-item1-dateline: ಕಾರವಾರ: bbox=[28, 448, 50, 456]
feature-quote2-by: ■ ರಘು ಅಕಮಂಚಿ, ಕಾರ್ಯದರ್ಶಿ, ಸೇವಾ ಭಾರತಿ ಟ್ರಸ್ಟ್ ಹುಬ್ಬಳ್ಳಿ bbox=[594, 1394, 727, 1401]
kirusuddi-label-b: ಸುದ್ದಿ bbox=[120, 388, 147, 408]
gannara-body: ಬಿಜೆಪಿ ರಾಷ್ಟ್ರೀಯ ಪ್ರಧಾನ ಕಾರ್ಯದರ್ಶಿ ಬಿ.ಎಲ್. ಸಂತೋಷ್, ರಾಜ್ಯಾಧ್ಯಕ್ಷ ಬಿ.ವೈ. ವಿಜಯೇಂದ್ರ, ವಿಧಾನಸಭೆ ವಿಪಕ್ಷ ನಾಯಕ ಆರ್. ಅಶೋಕ ಸೇರಿದಂತೆ ಪಕ್ಷದ ಹಲವು ನಾಯಕರು ಕಾರ್ಯಕ್ರಮದಲ್ಲಿ ಉಪಸ್ಥಿತರಿರಲಿದ್ದಾರೆ. ಸಂಚಿಕೆಯ ಸಂಪಾದಕ ಮಂಡಳಿ ಸದಸ್ಯರಿಗೆ ಸನ್ಮಾನ ನಡೆಯಲಿದೆ. ಕಾರ್ಯಕರ್ತರು ಹೆಚ್ಚಿನ ಸಂಖ್ಯೆಯಲ್ಲಿ ಭಾಗವಹಿಸಬೇಕು ಎಂದು ಮನವಿ ಮಾಡಲಾಗಿದೆ. ಅಟಲ್ ಜೀ ಅವರ ಆದರ್ಶಗಳನ್ನು ಪಾಲಿಸುವುದೇ ಅವರಿಗೆ ಸಲ್ಲಿಸುವ ನಿಜವಾದ ಗೌರವ ಎಂದು ಮುಖಂಡರು ತಿಳಿಸಿದ್ದಾರೆ. ರಾಜ್ಯದ ಎಲ್ಲ ಜಿಲ್ಲೆಗಳಲ್ಲೂ ಸ್ಮರಣಾ ಕಾರ್ಯಕ್ರಮ ನಡೆಯಲಿದೆ. bbox=[604, 928, 776, 1002]
story-yaduveer-headline: ಧರ್ಮಸ್ಥಳ ತನಿಖೆ ಸತ್ಯ ಜನರಿಗೆ ತಿಳಿಯಬೇಕು bbox=[784, 785, 906, 817]
feature-quote1: ಬೇಕು, ಸಮಾಜ ಒಂದು ಗೂಡಿನಂತೆ ಇರಬೇಕು ಎಂಬುದೇ ಅಪ್ಪಾಜಿ ಅವರ ಆಶಯವಾಗಿತ್ತು. ಭಕ್ತರು ಪ್ರೀತಿಯಿಂದ ಅವರನ್ನು ಪೂಜಿಸುತ್ತಿದ್ದರು. ಶಿಕ್ಷಣ, ದಾಸೋಹ ಅವರ ಜೀವನದ ಎರಡು ಕಣ್ಣುಗಳಾಗಿದ್ದವು. bbox=[594, 1224, 749, 1252]
box-yoga-text: ಅಪ್ಪಾಜಿ ಅವರು ದಿನನಿತ್ಯ ಯೋಗಾಭ್ಯಾಸ ಮಾಡುತ್ತಿದ್ದರು. ನಿತ್ಯ ಬೆಳಗ್ಗೆ ಪ್ರಾಣಾಯಾಮ ಮಾಡುತ್ತಿದ್ದರು. ಆರೋಗ್ಯದ ಬಗ್ಗೆ ವಿಶೇಷ ಕಾಳಜಿ ವಹಿಸುತ್ತಿದ್ದರು. ಹುಗ್ಗಿ, ಹೋಳಿಗೆ ಅವರಿಗೆ ಅತ್ಯಂತ ಪ್ರಿಯವಾದ ಆಹಾರ. 75 ನೇ ವರ್ಷದಲ್ಲೂ ಉತ್ಸಾಹದಿಂದ ಓಡಾಡುತ್ತಿದ್ದರು. ಸರಳ ಜೀವನ, ಉನ್ನತ ಚಿಂತನೆ ಅವರ ತತ್ವವಾಗಿತ್ತು. ಭಕ್ತರೊಂದಿಗೆ ಆತ್ಮೀಯವಾಗಿ ಬೆರೆಯುತ್ತಿದ್ದರು. ಹಬ್ಬ ಹರಿದಿನಗಳಲ್ಲಿ ಭಕ್ತರಿಗೆ ಪ್ರಸಾದ ವಿತರಿಸುತ್ತಿದ್ದರು. bbox=[439, 1263, 553, 1334]
feature-yellow-box bbox=[244, 1224, 558, 1434]
